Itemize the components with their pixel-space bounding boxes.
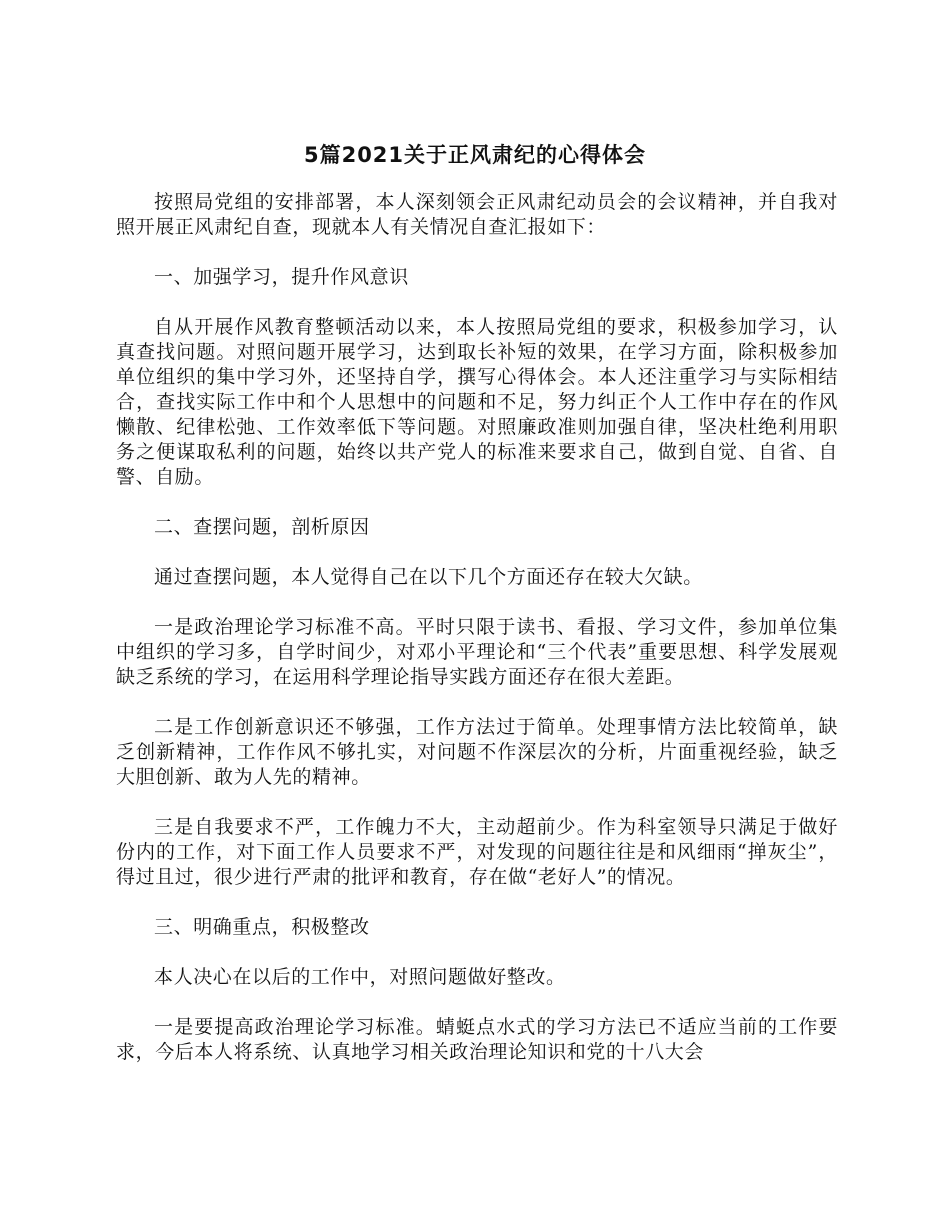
- body-paragraph: 一是政治理论学习标准不高。平时只限于读书、看报、学习文件，参加单位集中组织的学习多，自学时间少，对邓小平理论和“三个代表”重要思想、科学发展观缺乏系统的学习，在运用科学理论指导实践方面还存在很大差距。: [116, 616, 838, 688]
- body-paragraph: 三是自我要求不严，工作魄力不大，主动超前少。作为科室领导只满足于做好份内的工作，对下面工作人员要求不严，对发现的问题往往是和风细雨“掸灰尘”，得过且过，很少进行严肃的批评和教育，存在做“老好人”的情况。: [116, 816, 838, 888]
- body-paragraph: 自从开展作风教育整顿活动以来，本人按照局党组的要求，积极参加学习，认真查找问题。对照问题开展学习，达到取长补短的效果，在学习方面，除积极参加单位组织的集中学习外，还坚持自学，撰写心得体会。本人还注重学习与实际相结合，查找实际工作中和个人思想中的问题和不足，努力纠正个人工作中存在的作风懒散、纪律松弛、工作效率低下等问题。对照廉政准则加强自律，坚决杜绝利用职务之便谋取私利的问题，始终以共产党人的标准来要求自己，做到自觉、自省、自警、自励。: [116, 316, 838, 488]
- body-paragraph: 通过查摆问题，本人觉得自己在以下几个方面还存在较大欠缺。: [154, 566, 703, 588]
- section-heading-3: 三、明确重点，积极整改: [154, 916, 370, 938]
- document-body: [116, 190, 838, 1090]
- section-heading-2: 二、查摆问题，剖析原因: [154, 516, 370, 538]
- intro-paragraph: 按照局党组的安排部署，本人深刻领会正风肃纪动员会的会议精神，并自我对照开展正风肃纪自查，现就本人有关情况自查汇报如下：: [116, 191, 838, 238]
- document-title: 5篇2021关于正风肃纪的心得体会: [303, 143, 647, 167]
- body-paragraph: 本人决心在以后的工作中，对照问题做好整改。: [154, 966, 566, 988]
- section-heading-1: 一、加强学习，提升作风意识: [154, 266, 409, 288]
- body-paragraph: 二是工作创新意识还不够强，工作方法过于简单。处理事情方法比较简单，缺乏创新精神，工作作风不够扎实，对问题不作深层次的分析，片面重视经验，缺乏大胆创新、敢为人先的精神。: [116, 716, 838, 788]
- body-paragraph: 一是要提高政治理论学习标准。蜻蜓点水式的学习方法已不适应当前的工作要求，今后本人将系统、认真地学习相关政治理论知识和党的十八大会: [116, 1016, 838, 1063]
